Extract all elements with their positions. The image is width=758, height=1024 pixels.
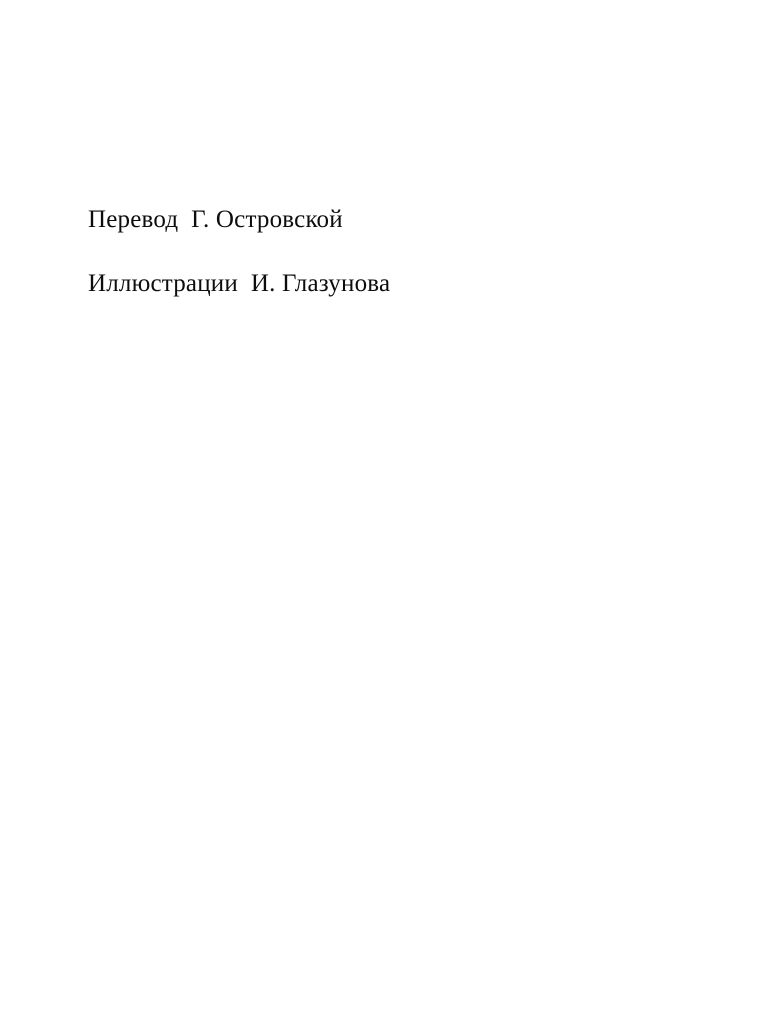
translator-credit: Перевод Г. Островской <box>88 206 343 233</box>
credits-block <box>88 206 688 297</box>
illustrator-credit: Иллюстрации И. Глазунова <box>88 269 391 297</box>
